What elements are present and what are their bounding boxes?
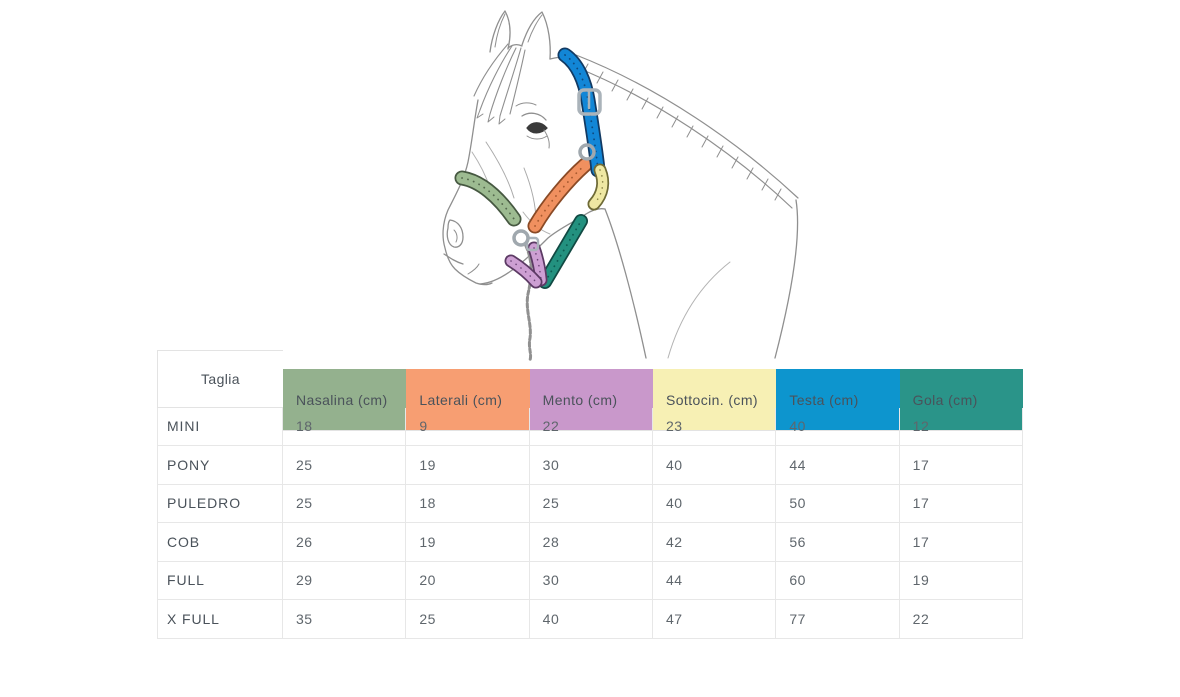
throatlatch-strap-gola [545,221,581,282]
value-cell: 40 [653,446,776,485]
column-header-taglia: Taglia [157,350,283,408]
value-cell: 35 [283,600,406,639]
value-cell: 42 [653,523,776,562]
value-cell: 22 [530,408,653,447]
value-cell: 19 [406,446,529,485]
size-label-cell: PULEDRO [157,485,283,524]
size-label-cell: FULL [157,562,283,601]
value-cell: 18 [283,408,406,447]
value-cell: 18 [406,485,529,524]
throat-tab-sottocin [594,170,603,204]
value-cell: 25 [283,446,406,485]
value-cell: 17 [900,446,1023,485]
halter-ring-chin [514,231,528,245]
noseband-strap-nasalina [462,178,514,219]
size-table [157,369,1023,639]
value-cell: 30 [530,562,653,601]
column-header-gola: Gola (cm) [900,369,1023,431]
value-cell: 26 [283,523,406,562]
value-cell: 56 [776,523,899,562]
value-cell: 25 [530,485,653,524]
value-cell: 17 [900,485,1023,524]
value-cell: 23 [653,408,776,447]
value-cell: 20 [406,562,529,601]
value-cell: 40 [776,408,899,447]
value-cell: 60 [776,562,899,601]
value-cell: 25 [406,600,529,639]
value-cell: 25 [283,485,406,524]
size-label-cell: PONY [157,446,283,485]
value-cell: 44 [653,562,776,601]
value-cell: 19 [900,562,1023,601]
value-cell: 19 [406,523,529,562]
value-cell: 47 [653,600,776,639]
lead-chain [526,246,531,360]
column-header-mento: Mento (cm) [530,369,653,431]
value-cell: 29 [283,562,406,601]
value-cell: 17 [900,523,1023,562]
value-cell: 12 [900,408,1023,447]
size-label-cell: X FULL [157,600,283,639]
size-label-cell: COB [157,523,283,562]
value-cell: 40 [653,485,776,524]
size-label-cell: MINI [157,408,283,447]
value-cell: 77 [776,600,899,639]
column-header-laterali: Laterali (cm) [406,369,529,431]
value-cell: 44 [776,446,899,485]
column-header-nasalina: Nasalina (cm) [283,369,406,431]
horse-halter-illustration [428,2,808,364]
value-cell: 22 [900,600,1023,639]
value-cell: 30 [530,446,653,485]
value-cell: 9 [406,408,529,447]
horse-sketch [443,11,798,358]
column-header-testa: Testa (cm) [776,369,899,431]
value-cell: 28 [530,523,653,562]
column-header-sottocin: Sottocin. (cm) [653,369,776,431]
horse-figure [428,2,808,364]
value-cell: 50 [776,485,899,524]
value-cell: 40 [530,600,653,639]
eye [527,123,547,133]
